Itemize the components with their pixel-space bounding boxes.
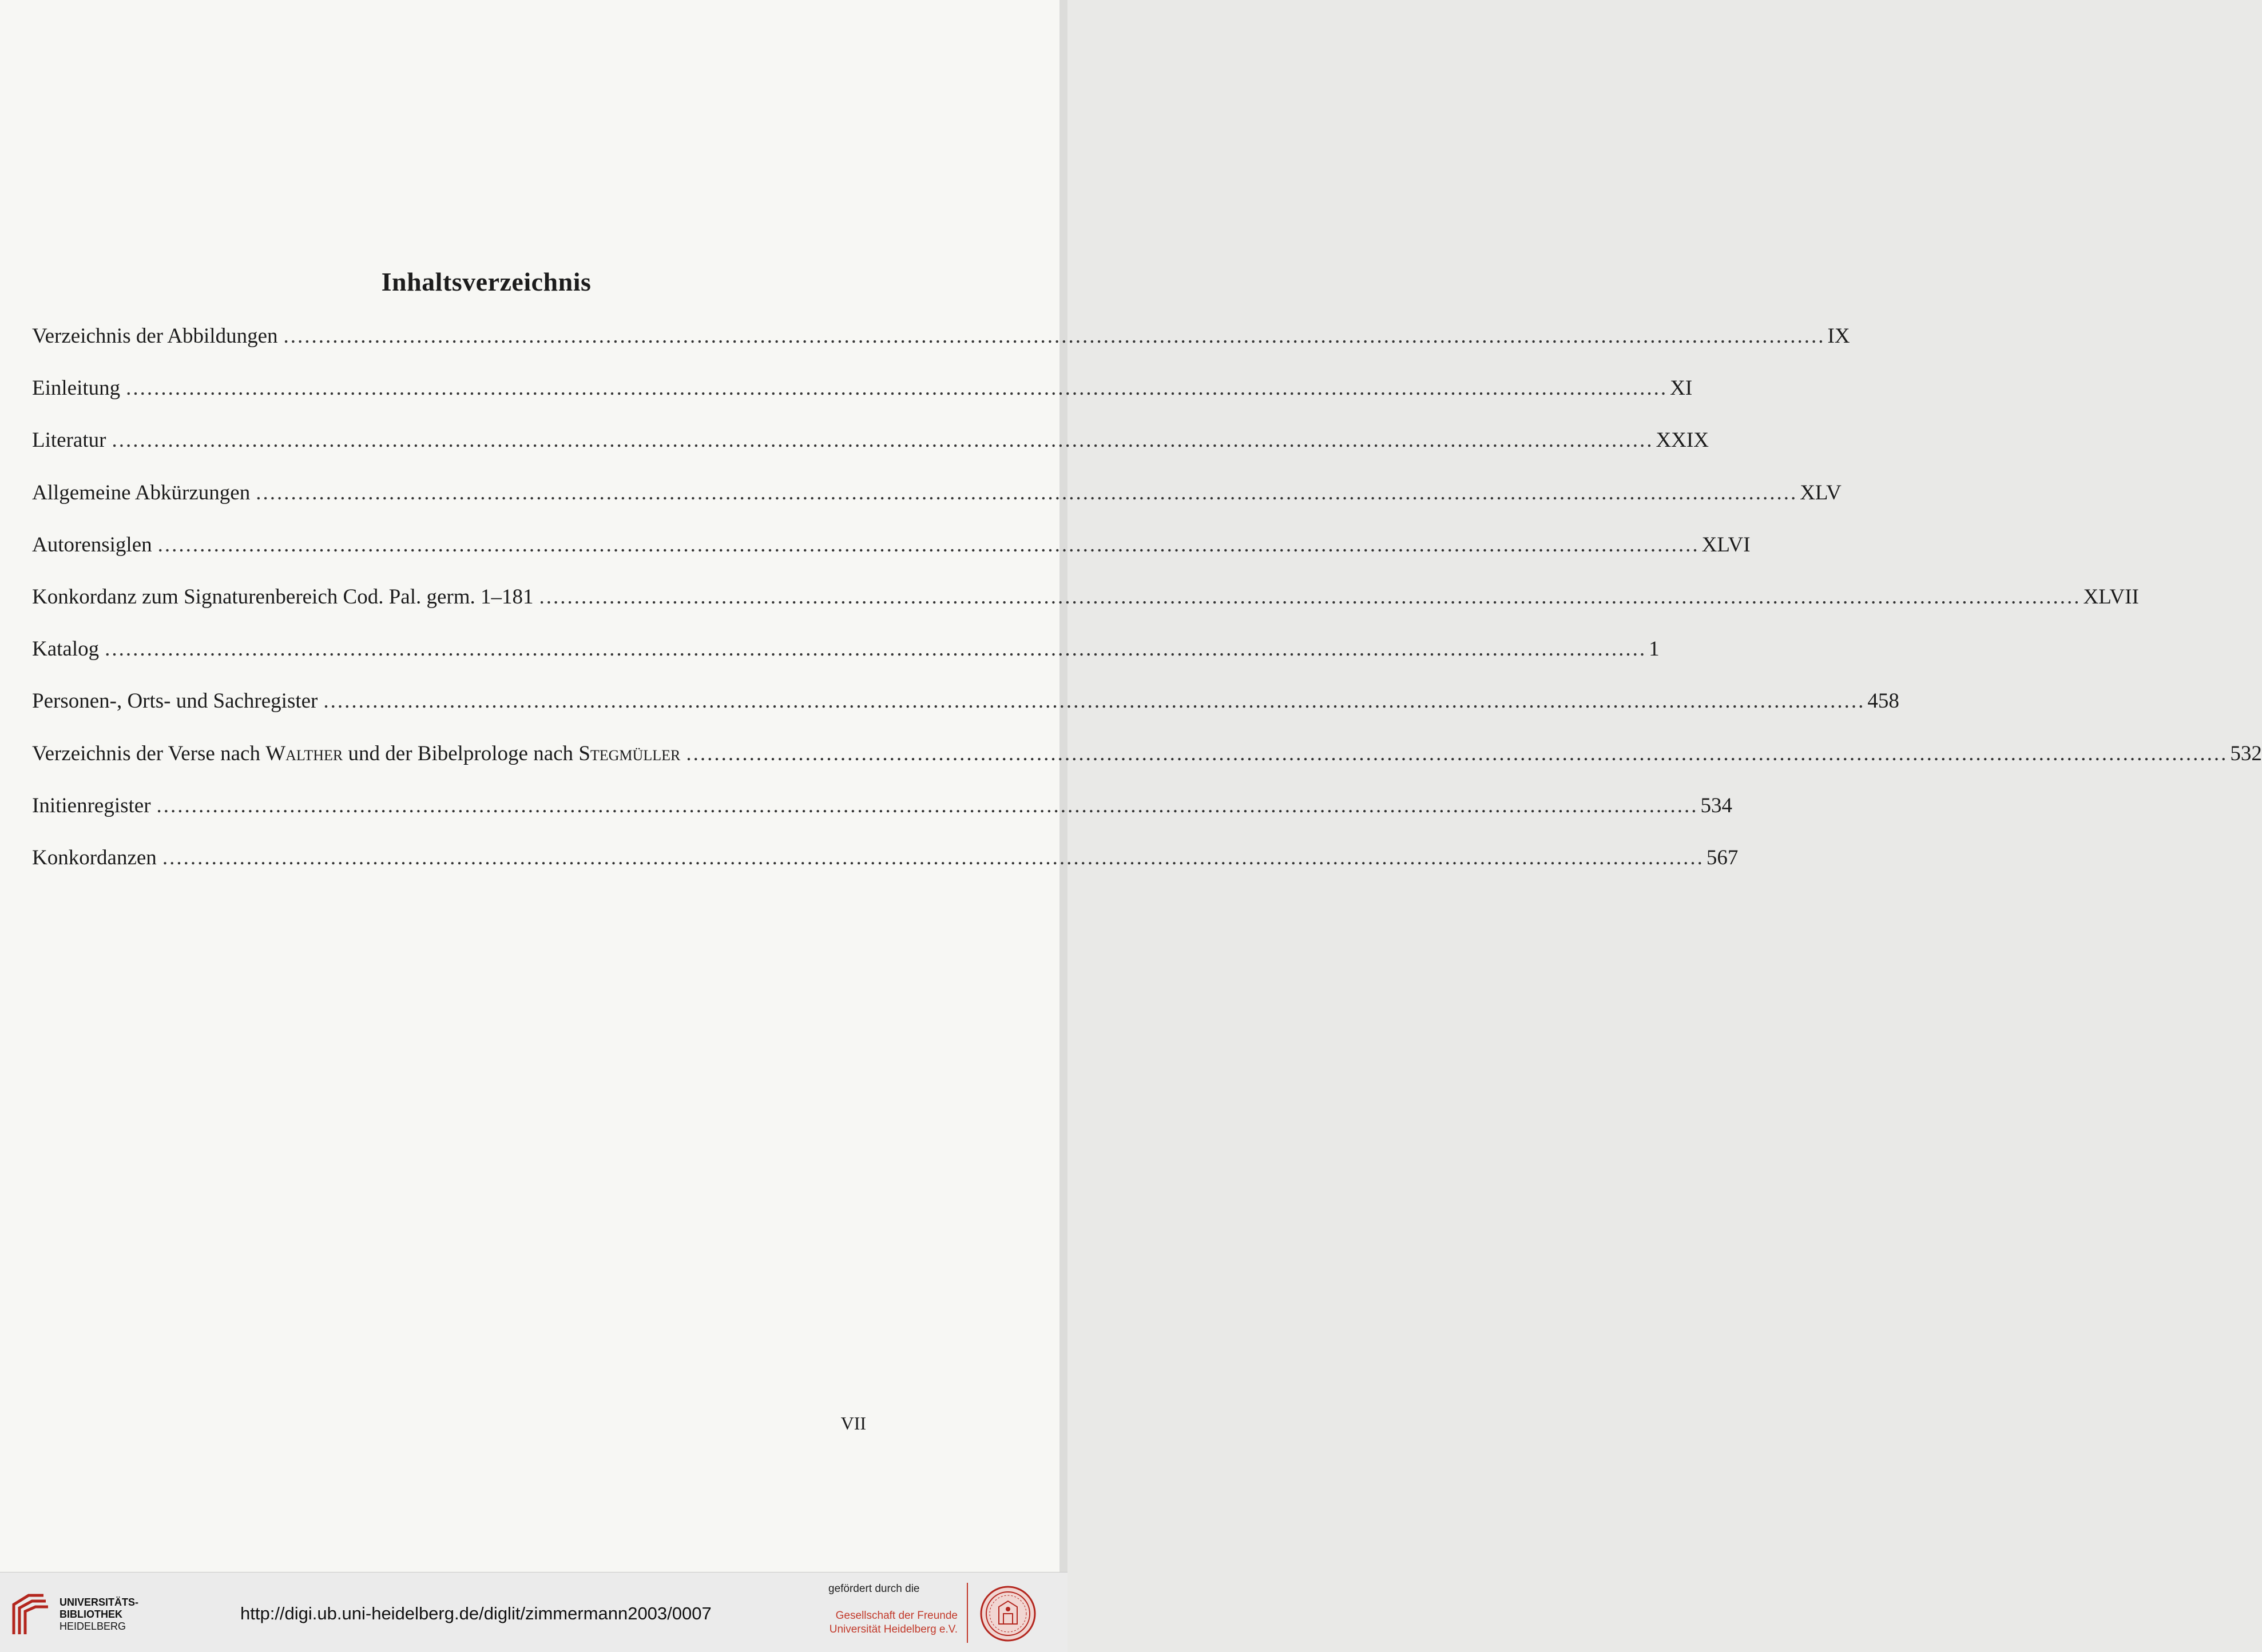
- toc-entry-page: XXIX: [1656, 428, 1709, 452]
- toc-entry[interactable]: [32, 476, 1842, 528]
- toc-entry-label: Verzeichnis der Abbildungen: [32, 324, 278, 348]
- toc-entry[interactable]: [32, 319, 1850, 371]
- leader-dots: ............................................................................................................................................................................................................................: [105, 637, 1647, 661]
- university-library-name: [59, 1597, 138, 1633]
- toc-entry-page: XLV: [1800, 480, 1842, 505]
- toc-entry[interactable]: [32, 580, 2139, 632]
- toc-entry-label: Konkordanz zum Signaturenbereich Cod. Pal. germ. 1–181: [32, 585, 534, 609]
- table-of-contents: [32, 319, 2262, 893]
- toc-entry-label: Initienregister: [32, 793, 151, 817]
- toc-entry-label: Personen-, Orts- und Sachregister: [32, 689, 318, 713]
- digitization-footer: [0, 1572, 1067, 1652]
- leader-dots: ............................................................................................................................................................................................................................: [323, 689, 1866, 713]
- toc-entry-label: Konkordanzen: [32, 845, 157, 869]
- leader-dots: ............................................................................................................................................................................................................................: [156, 793, 1699, 817]
- toc-entry-label: Einleitung: [32, 376, 121, 400]
- leader-dots: ............................................................................................................................................................................................................................: [157, 533, 1700, 557]
- toc-entry-label: [32, 737, 680, 771]
- leader-dots: ............................................................................................................................................................................................................................: [112, 428, 1654, 452]
- sponsor-label: gefördert durch die: [828, 1583, 920, 1595]
- sponsor-name[interactable]: [828, 1609, 958, 1637]
- leader-dots: ............................................................................................................................................................................................................................: [539, 585, 2081, 609]
- leader-dots: ............................................................................................................................................................................................................................: [256, 480, 1798, 505]
- library-name-line: BIBLIOTHEK: [59, 1609, 122, 1620]
- leader-dots: ............................................................................................................................................................................................................................: [283, 324, 1826, 348]
- toc-entry-label: Autorensiglen: [32, 533, 152, 557]
- permalink-url[interactable]: http://digi.ub.uni-heidelberg.de/diglit/zimmermann2003/0007: [240, 1603, 712, 1623]
- toc-entry[interactable]: [32, 371, 1693, 423]
- toc-entry[interactable]: [32, 632, 1660, 684]
- toc-entry[interactable]: [32, 841, 1739, 893]
- toc-entry-label: Katalog: [32, 637, 100, 661]
- toc-entry[interactable]: [32, 684, 1899, 736]
- toc-entry[interactable]: [32, 737, 2262, 789]
- library-name-line: HEIDELBERG: [59, 1621, 126, 1632]
- university-seal-icon: [979, 1585, 1037, 1642]
- author-name-stegmueller: Stegmüller: [578, 741, 681, 765]
- label-part: und der Bibelprologe nach: [343, 741, 579, 765]
- leader-dots: ............................................................................................................................................................................................................................: [126, 376, 1668, 400]
- toc-entry-page: XI: [1670, 376, 1693, 400]
- page-number: VII: [840, 1413, 866, 1433]
- toc-entry-page: XLVII: [2083, 585, 2139, 609]
- toc-entry-label: Literatur: [32, 428, 106, 452]
- toc-entry-label: Allgemeine Abkürzungen: [32, 480, 251, 505]
- label-part: Verzeichnis der Verse nach: [32, 741, 266, 765]
- toc-entry-page: 532: [2230, 741, 2262, 765]
- university-library-logo-icon[interactable]: [10, 1592, 54, 1637]
- toc-entry[interactable]: [32, 423, 1709, 475]
- toc-entry-page: 534: [1700, 793, 1733, 817]
- toc-title: Inhaltsverzeichnis: [381, 267, 592, 296]
- toc-entry[interactable]: [32, 528, 1751, 580]
- toc-entry-page: 458: [1867, 689, 1899, 713]
- toc-entry-page: 1: [1649, 637, 1660, 661]
- toc-entry-page: XLVI: [1701, 533, 1751, 557]
- sponsor-name-line: Universität Heidelberg e.V.: [829, 1623, 958, 1635]
- sponsor-name-line: Gesellschaft der Freunde: [835, 1610, 958, 1622]
- author-name-walther: Walther: [265, 741, 343, 765]
- divider: [967, 1583, 968, 1643]
- toc-entry-page: 567: [1706, 845, 1739, 869]
- toc-entry[interactable]: [32, 789, 1733, 841]
- library-name-line: UNIVERSITÄTS-: [59, 1597, 139, 1608]
- toc-entry-page: IX: [1827, 324, 1850, 348]
- leader-dots: ............................................................................................................................................................................................................................: [162, 845, 1704, 869]
- leader-dots: ............................................................................................................................................................................................................................: [686, 741, 2228, 765]
